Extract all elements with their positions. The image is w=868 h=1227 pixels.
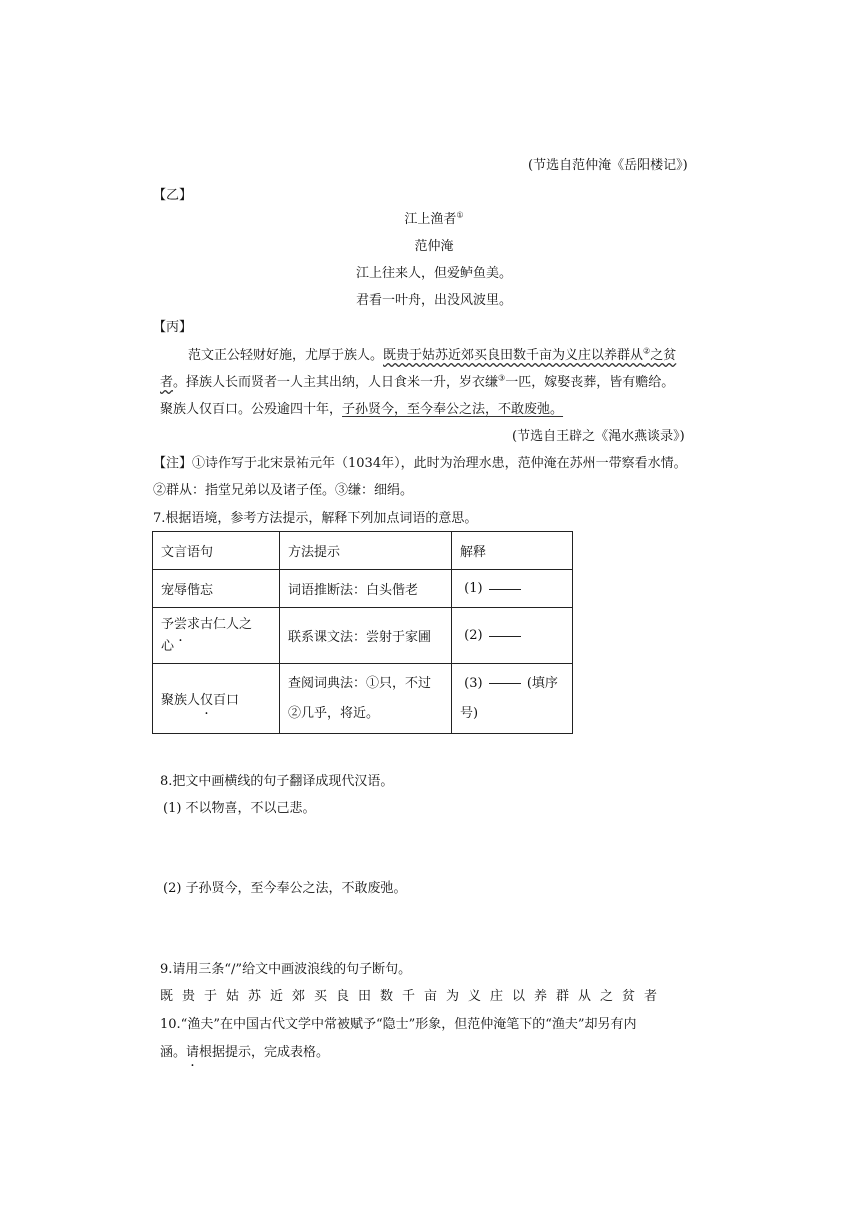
- q9-char: 从: [578, 989, 592, 1004]
- table-cell: [153, 608, 280, 664]
- answer-cell: [452, 570, 573, 608]
- q9-char: 近: [270, 989, 284, 1004]
- q9-characters: [160, 985, 666, 1004]
- poem-note-mark: ①: [456, 210, 464, 220]
- cell-text: 予: [161, 616, 175, 632]
- q9-char: 以: [512, 989, 526, 1004]
- table-cell: 宠辱偕忘: [153, 570, 280, 608]
- poem-line-2: 君看一叶舟，出没风波里。: [355, 293, 512, 308]
- note-line-2: ②群从：指堂兄弟以及诸子侄。③缣：细绢。: [153, 483, 414, 498]
- q10-line-1: 10.“渔夫”在中国古代文学中常被赋予“隐士”形象，但范仲淹笔下的“渔夫”却另有内: [160, 1017, 637, 1032]
- q9-char: 数: [380, 989, 394, 1004]
- note-mark-3: ③: [498, 373, 506, 383]
- bing-text-4: 聚族人仅百口。公殁逾四十年，: [160, 402, 343, 417]
- q9-char: 为: [446, 989, 460, 1004]
- bing-text-3: 一匹，嫁娶丧葬，皆有赡给。: [505, 375, 675, 390]
- answer-label: (2): [464, 628, 483, 643]
- note-mark-2: ②: [643, 346, 651, 356]
- q10-line-2: [160, 1041, 329, 1060]
- q9-char: 义: [468, 989, 482, 1004]
- answer-blank[interactable]: [489, 588, 521, 590]
- cell-text: 心: [161, 638, 175, 654]
- q9-char: 千: [402, 989, 416, 1004]
- q8-prompt: 8.把文中画横线的句子翻译成现代汉语。: [160, 774, 394, 789]
- q9-char: 于: [204, 989, 218, 1004]
- q9-char: 者: [644, 989, 658, 1004]
- q7-prompt: 7.根据语境，参考方法提示，解释下列加点词语的意思。: [153, 511, 478, 526]
- q8-sentence-2: (2) 子孙贤今，至今奉公之法，不敢废弛。: [163, 881, 407, 896]
- bing-paragraph-line-2: [160, 371, 674, 390]
- q9-char: 既: [160, 989, 174, 1004]
- q7-table: [152, 531, 573, 734]
- q9-char: 亩: [424, 989, 438, 1004]
- wavy-sentence-end: 者: [160, 375, 174, 390]
- q9-char: 贫: [622, 989, 636, 1004]
- table-row: [153, 570, 573, 608]
- q8-sentence-1: (1) 不以物喜，不以己悲。: [163, 801, 316, 816]
- answer-cell: [452, 608, 573, 664]
- bing-text: 范文正公轻财好施，尤厚于族人。: [188, 348, 384, 363]
- q9-char: 买: [314, 989, 328, 1004]
- table-cell: [153, 664, 280, 734]
- cell-text: 求古仁人之: [187, 616, 253, 632]
- answer-hint-2: 号): [460, 705, 479, 721]
- cell-text: 百口: [213, 693, 240, 708]
- poem-author: 范仲淹: [414, 239, 454, 254]
- header-cell: 文言语句: [153, 532, 280, 570]
- wavy-sentence: [383, 348, 676, 363]
- q10-text: 根据提示，完成表格。: [199, 1045, 330, 1060]
- poem-line-1: 江上往来人，但爱鲈鱼美。: [355, 266, 512, 281]
- table-cell: [280, 664, 452, 734]
- q9-char: 庄: [490, 989, 504, 1004]
- section-bing-label: 【丙】: [153, 320, 193, 335]
- poem-title: [0, 208, 868, 227]
- table-cell: 联系课文法：尝射于家圃: [280, 608, 452, 664]
- bing-text-2: 。择族人长而贤者一人主其出纳，人日食米一升，岁衣缣: [173, 375, 499, 390]
- section-yi-label: 【乙】: [153, 188, 193, 203]
- bing-paragraph-line-3: [160, 398, 563, 417]
- answer-label: (3): [464, 675, 483, 691]
- cell-text: 查阅词典法：①只，不过: [288, 675, 432, 691]
- q9-char: 良: [336, 989, 350, 1004]
- table-row: [153, 664, 573, 734]
- header-cell: 方法提示: [280, 532, 452, 570]
- bing-source: (节选自王辟之《渑水燕谈录》): [512, 429, 685, 444]
- note-line-1: 【注】①诗作写于北宋景祐元年（1034年），此时为治理水患，范仲淹在苏州一带察看水情。: [153, 456, 687, 471]
- q10-text: 涵。: [160, 1045, 187, 1060]
- answer-label: (1): [464, 581, 483, 596]
- wavy-text: 既贵于姑苏近郊买良田数千亩为义庄以养群从: [383, 348, 644, 363]
- q9-char: 田: [358, 989, 372, 1004]
- cell-text: ②几乎，将近。: [288, 705, 380, 721]
- q9-char: 之: [600, 989, 614, 1004]
- q9-char: 养: [534, 989, 548, 1004]
- answer-hint: (填序: [526, 675, 558, 691]
- q9-char: 贵: [182, 989, 196, 1004]
- header-cell: 解释: [452, 532, 573, 570]
- answer-blank[interactable]: [489, 635, 521, 637]
- cell-text: 聚族人: [161, 693, 201, 708]
- bing-paragraph-line-1: [188, 344, 676, 363]
- table-row: [153, 532, 573, 570]
- dotted-word: 仅: [200, 693, 214, 708]
- dotted-word: 请: [186, 1045, 200, 1060]
- q9-char: 郊: [292, 989, 306, 1004]
- table-cell: 词语推断法：白头偕老: [280, 570, 452, 608]
- dotted-word: 尝: [174, 616, 188, 632]
- answer-blank[interactable]: [489, 682, 521, 684]
- q9-char: 姑: [226, 989, 240, 1004]
- poem-title-text: 江上渔者: [404, 212, 457, 227]
- underlined-sentence: 子孙贤今，至今奉公之法，不敢废弛。: [342, 402, 564, 417]
- wavy-text-2: 之贫: [650, 348, 677, 363]
- jia-source: (节选自范仲淹《岳阳楼记》): [528, 158, 688, 173]
- q9-prompt: 9.请用三条“/”给文中画波浪线的句子断句。: [160, 962, 412, 977]
- table-row: [153, 608, 573, 664]
- q9-char: 苏: [248, 989, 262, 1004]
- answer-cell: [452, 664, 573, 734]
- q9-char: 群: [556, 989, 570, 1004]
